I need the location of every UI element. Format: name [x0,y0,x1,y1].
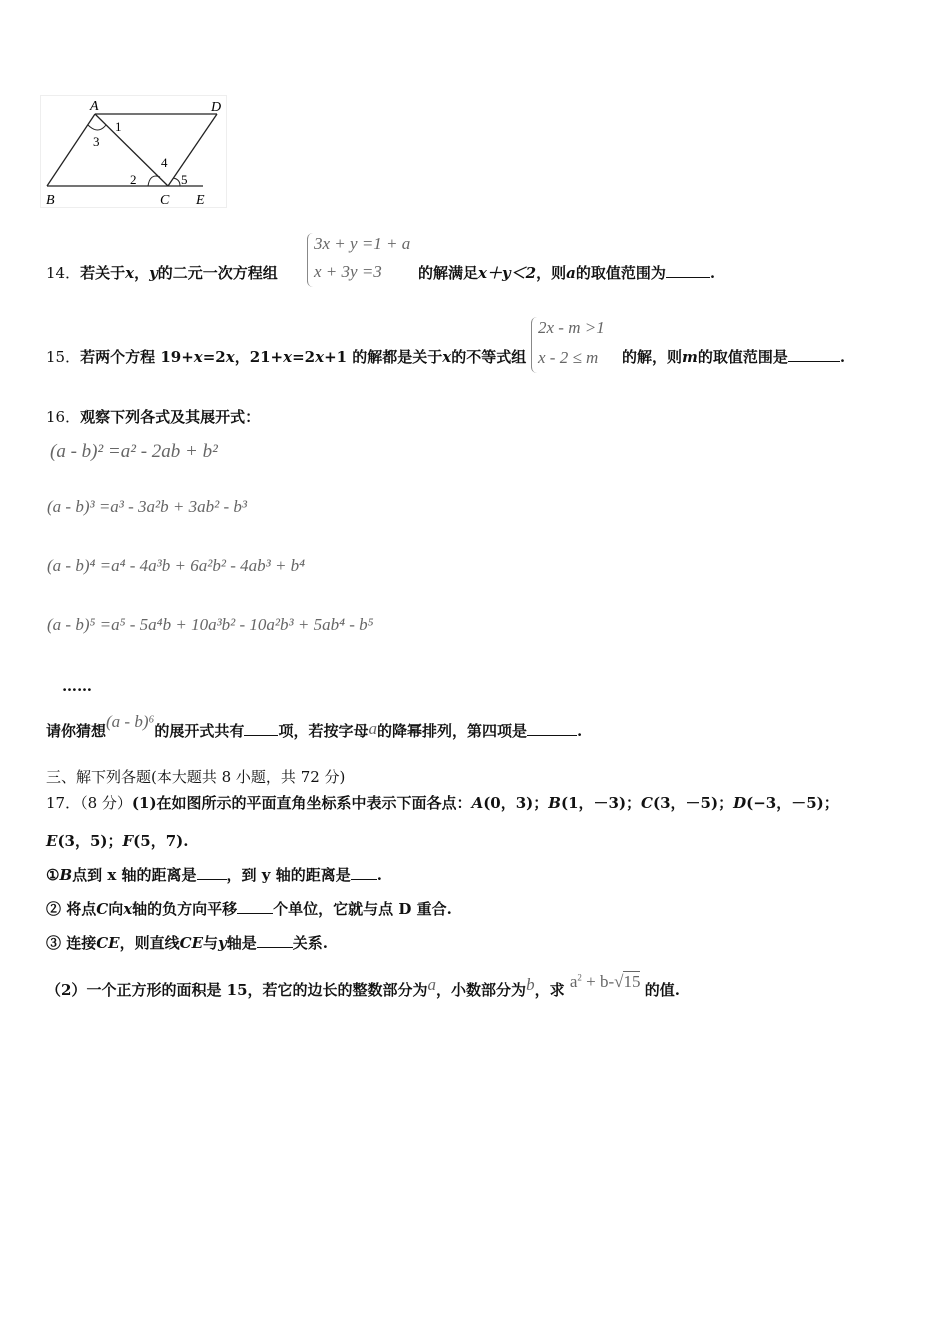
question-15-tail: 的解，则m的取值范围是 . [622,348,846,366]
question-17-line1: 17．（8 分）(1)在如图所示的平面直角坐标系中表示下面各点：A(0，3)；B(1，－3)；C(3，－5)；D(−3，－5)； [46,794,839,812]
geometry-figure [40,95,235,213]
equation-2: x + 3y =3 [314,262,382,281]
point-coordinate: (−3，－5)； [746,794,839,812]
question-17-sub2: ② 将点C向x轴的负方向平移 个单位，它就与点 D 重合. [46,900,452,918]
answer-blank [197,865,227,880]
equation-1: 3x + y =1 + a [314,234,411,253]
target-expression: $a^2 + b-√15$ [569,972,641,991]
points-list-2 [46,832,188,850]
label-B: B [46,193,55,208]
label-C: C [160,193,170,208]
answer-blank [237,899,273,914]
angle-arc-C-left [148,176,160,186]
sqrt-icon: √ [614,972,624,991]
answer-blank [527,721,577,736]
expansion-power-3: (a - b)³ =a³ - 3a²b + 3ab² - b³ [47,497,247,516]
question-number: 16． [46,408,81,426]
angle-label-1: 1 [115,119,122,134]
angle-label-3: 3 [93,134,100,149]
angle-label-5: 5 [181,172,188,187]
question-16-ask: 请你猜想(a - b)⁶的展开式共有 项，若按字母a的降幂排列，第四项是 . [46,712,583,740]
point-coordinate: (3，－5)； [653,794,734,812]
inequality-system-15 [531,317,624,373]
question-number: 15． [46,348,81,366]
expansion-power-4: (a - b)⁴ =a⁴ - 4a³b + 6a²b² - 4ab³ + b⁴ [47,556,306,575]
segment-AB [47,114,95,186]
point-name: D [733,794,747,812]
point-coordinate: (3，5)； [57,832,123,850]
point-name: E [46,832,58,850]
point-coordinate: (0，3)； [483,794,549,812]
point-name: A [471,794,484,812]
question-14: 14．若关于x，y的二元一次方程组 [46,264,278,282]
point-coordinate: (1，－3)； [560,794,642,812]
question-16-title: 16．观察下列各式及其展开式： [46,408,261,426]
angle-arc-C-right [173,178,180,186]
ellipsis: …… [62,677,92,695]
question-17-sub3: ③ 连接CE，则直线CE与y轴是 关系. [46,934,328,952]
label-A: A [90,99,99,114]
question-number: 14． [46,264,81,282]
point-name: F [122,832,134,850]
equation-system-14 [307,233,418,287]
question-15: 15．若两个方程 19+x=2x，21+x=2x+1 的解都是关于x的不等式组 [46,348,527,366]
answer-blank [788,347,840,362]
inequality-1: 2x - m >1 [538,318,605,337]
section-heading: 三、解下列各题(本大题共 8 小题，共 72 分) [46,768,346,786]
answer-blank [244,721,278,736]
question-number: 17． [46,794,81,812]
angle-label-4: 4 [161,155,168,170]
question-17-sub1: ①B点到 x 轴的距离是 ，到 y 轴的距离是 . [46,866,382,884]
label-E: E [196,193,205,208]
question-17-line2 [46,830,188,851]
points-list-1 [472,794,839,812]
question-17-part2: （2）一个正方形的面积是 15，若它的边长的整数部分为a，小数部分为b，求 $a^2 + b-√15$ 的值. [46,972,680,999]
guess-expression: (a - b)⁶ [106,712,155,731]
answer-blank [666,263,710,278]
label-D: D [211,100,222,115]
point-name: C [641,794,653,812]
segment-DC [168,114,217,186]
expansion-power-2: (a - b)² =a² - 2ab + b² [50,441,218,462]
answer-blank [257,933,293,948]
inequality-2: x - 2 ≤ m [538,348,599,367]
answer-blank [351,865,377,880]
question-14-tail: 的解满足x＋y＜2，则a的取值范围为 . [418,264,716,282]
point-coordinate: (5，7). [133,832,189,850]
angle-label-2: 2 [130,172,137,187]
angle-arc-A [88,125,106,130]
point-name: B [548,794,561,812]
expansion-power-5: (a - b)⁵ =a⁵ - 5a⁴b + 10a³b² - 10a²b³ + 5ab⁴ - b⁵ [47,615,374,634]
